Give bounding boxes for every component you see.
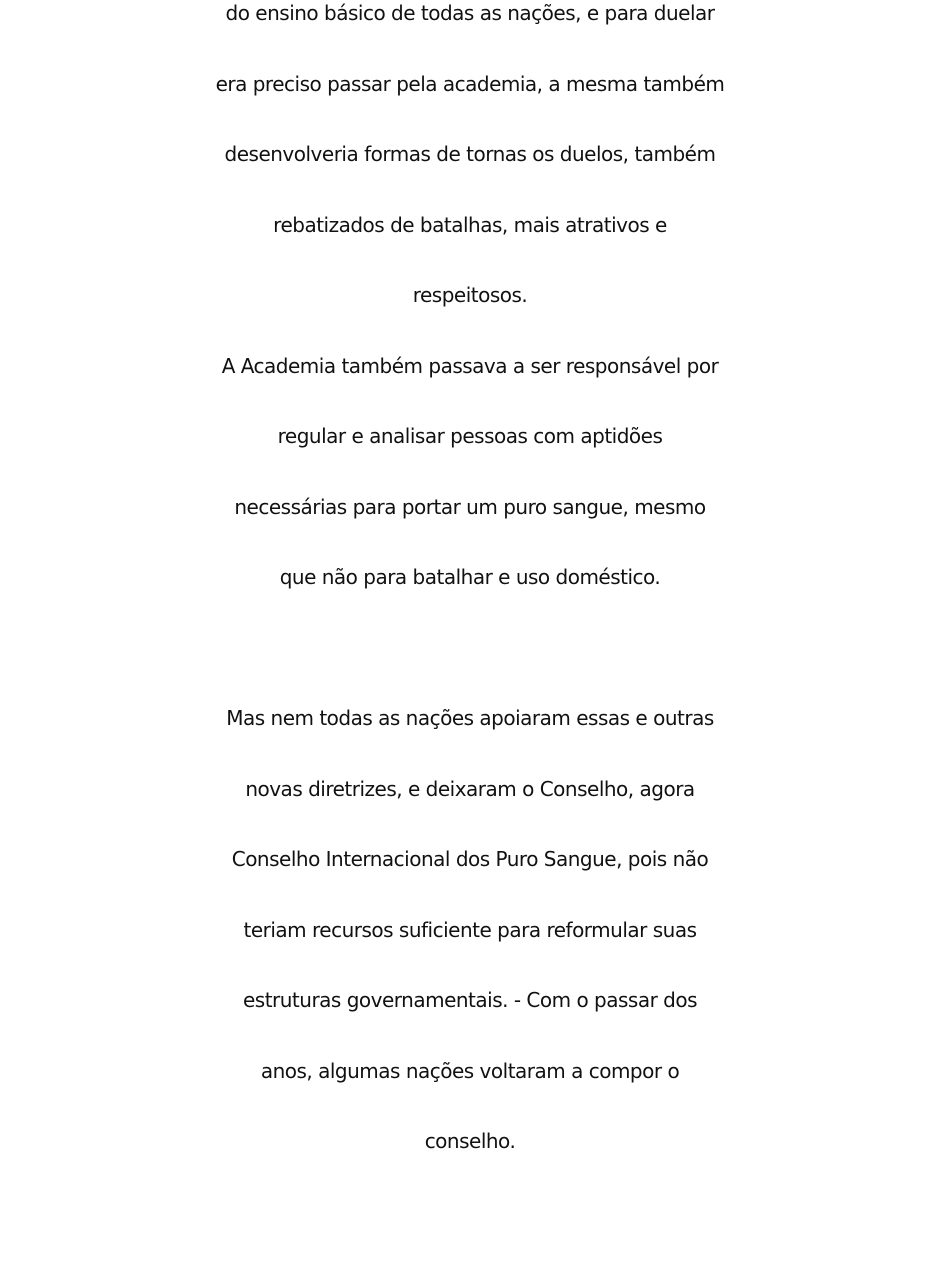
text-line: regular e analisar pessoas com aptidões: [277, 424, 663, 448]
text-line: Conselho Internacional dos Puro Sangue, pois não: [231, 847, 709, 871]
text-line: novas diretrizes, e deixaram o Conselho, agora: [245, 776, 695, 801]
text-line: teriam recursos suficiente para reformular suas: [243, 917, 697, 942]
text-line: necessárias para portar um puro sangue, mesmo: [234, 494, 706, 519]
text-line: era preciso passar pela academia, a mesma também: [215, 71, 725, 96]
paragraph-council-nations: [0, 683, 940, 1177]
text-line: anos, algumas nações voltaram a compor o: [260, 1058, 680, 1083]
text-line: conselho.: [424, 1129, 516, 1153]
text-line: estruturas governamentais. - Com o passar dos: [242, 988, 698, 1012]
text-line: desenvolveria formas de tornas os duelos, também: [224, 142, 716, 166]
paragraph-academy-duels: [0, 0, 940, 331]
text-line: respeitosos.: [412, 283, 528, 307]
text-line: que não para batalhar e uso doméstico.: [279, 565, 661, 589]
text-line: A Academia também passava a ser responsável por: [221, 353, 719, 378]
text-line: rebatizados de batalhas, mais atrativos e: [273, 212, 667, 237]
paragraph-spacer: [0, 613, 940, 684]
text-line: Mas nem todas as nações apoiaram essas e outras: [226, 706, 714, 730]
text-line: do ensino básico de todas as nações, e para duelar: [225, 1, 715, 25]
paragraph-academy-regulation: [0, 331, 940, 613]
